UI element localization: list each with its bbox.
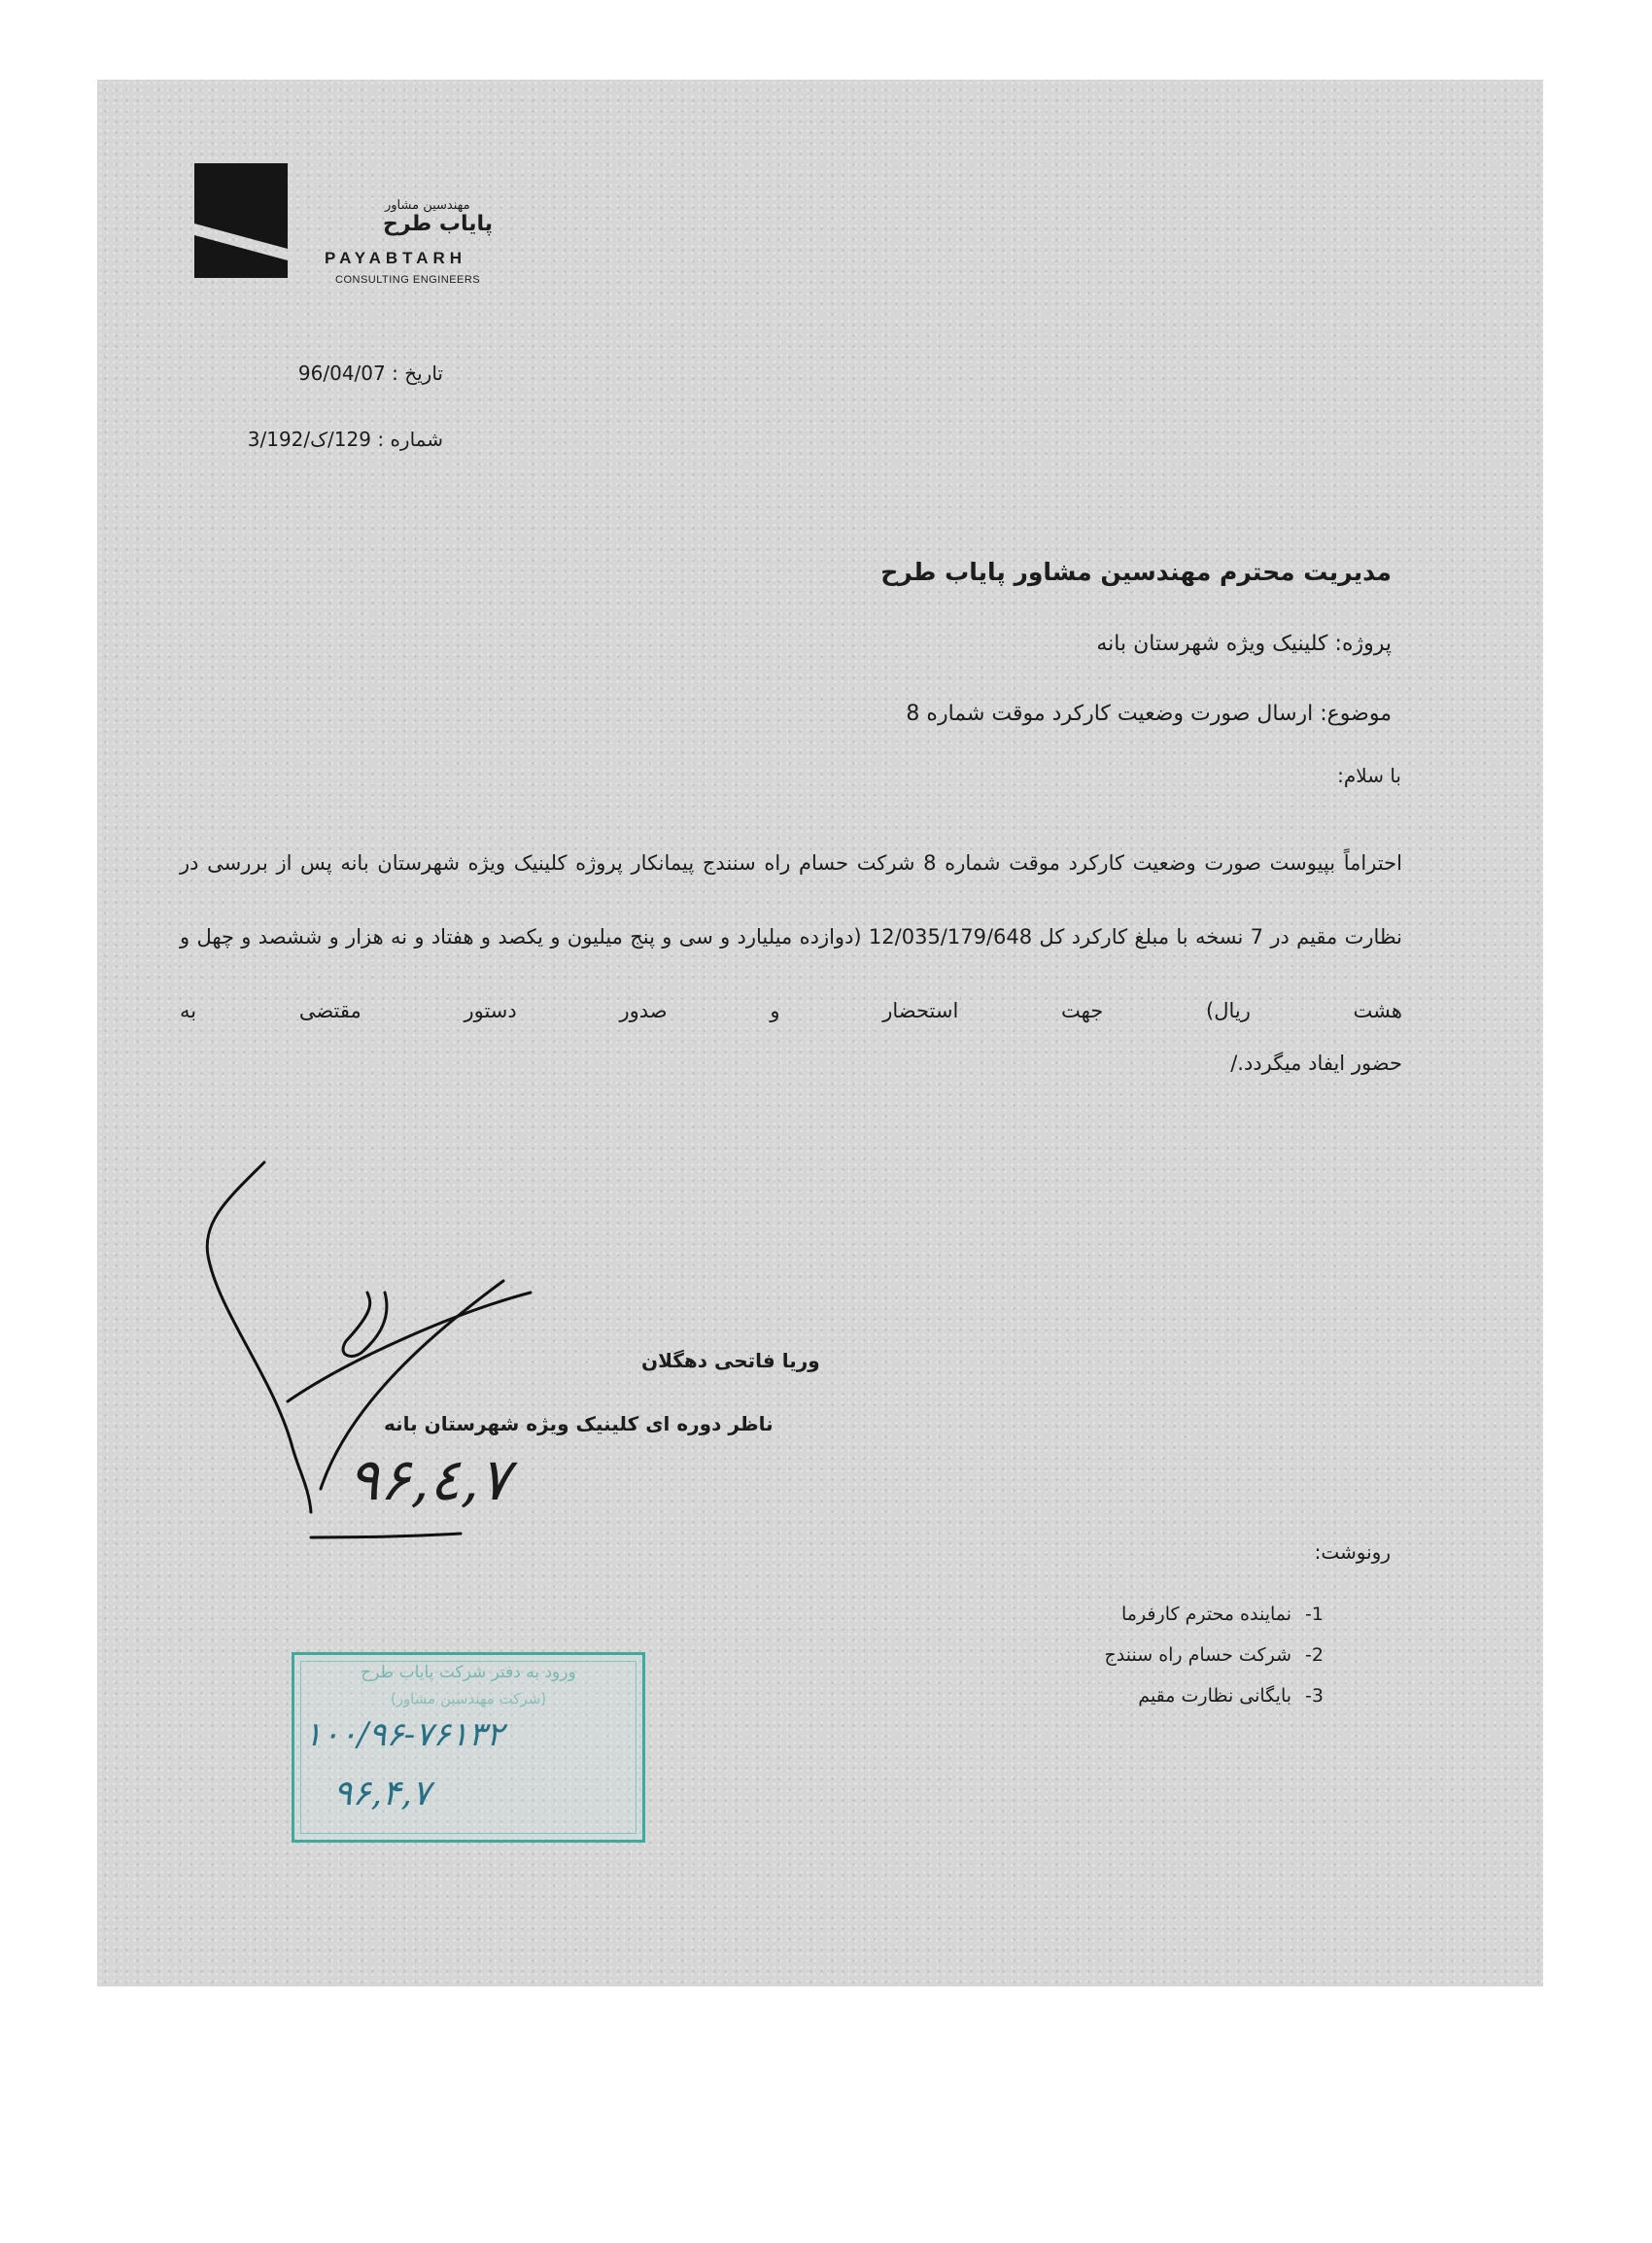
logo-persian-name: پایاب طرح bbox=[383, 212, 494, 236]
cc-item-number: -3 bbox=[1305, 1685, 1324, 1707]
cc-item-text: نماینده محترم کارفرما bbox=[1120, 1604, 1292, 1625]
subject-line bbox=[906, 702, 1392, 726]
subject-label: موضوع: bbox=[1320, 702, 1392, 726]
signer-title: ناظر دوره ای کلینیک ویژه شهرستان بانه bbox=[384, 1412, 774, 1435]
logo-english-subtitle: CONSULTING ENGINEERS bbox=[335, 274, 481, 286]
cc-item-number: -2 bbox=[1305, 1644, 1324, 1666]
letter-number bbox=[248, 428, 443, 451]
date-label: تاریخ : bbox=[392, 362, 443, 385]
cc-item-text: بایگانی نظارت مقیم bbox=[1138, 1685, 1292, 1707]
cc-title: رونوشت: bbox=[1314, 1540, 1391, 1564]
handwritten-date: ۹۶,٤,۷ bbox=[348, 1446, 511, 1514]
receipt-stamp bbox=[292, 1652, 645, 1843]
cc-item bbox=[1105, 1675, 1324, 1716]
stamp-date: ۹۶,۴,۷ bbox=[333, 1774, 431, 1813]
project-line bbox=[1096, 632, 1392, 656]
letter-date bbox=[298, 362, 443, 385]
project-value: کلینیک ویژه شهرستان بانه bbox=[1096, 632, 1328, 656]
project-label: پروژه: bbox=[1334, 632, 1392, 656]
addressee: مدیریت محترم مهندسین مشاور پایاب طرح bbox=[880, 558, 1392, 586]
signer-name: وریا فاتحی دهگلان bbox=[641, 1349, 820, 1372]
logo-persian-subtitle: مهندسین مشاور bbox=[385, 198, 470, 213]
cc-item-number: -1 bbox=[1305, 1604, 1324, 1625]
cc-list bbox=[1105, 1594, 1324, 1716]
cc-item bbox=[1105, 1635, 1324, 1675]
stamp-number: ۱۰۰/۹۶-۷۶۱۳۲ bbox=[304, 1715, 504, 1754]
logo-english-name: PAYABTARH bbox=[325, 249, 467, 267]
number-label: شماره : bbox=[377, 428, 443, 451]
stamp-subheader: (شرکت مهندسین مشاور) bbox=[390, 1690, 547, 1708]
stamp-header: ورود به دفتر شرکت پایاب طرح bbox=[361, 1663, 576, 1682]
date-value: 96/04/07 bbox=[297, 362, 386, 385]
cc-item bbox=[1105, 1594, 1324, 1635]
number-value: 129/ک/3/192 bbox=[247, 428, 371, 451]
letter-body-closing: حضور ایفاد میگردد./ bbox=[1230, 1052, 1402, 1075]
subject-value: ارسال صورت وضعیت کارکرد موقت شماره 8 bbox=[906, 702, 1314, 726]
payabtarh-logo-icon bbox=[194, 163, 288, 278]
letter-body: احتراماً بپیوست صورت وضعیت کارکرد موقت شماره 8 شرکت حسام راه سنندج پیمانکار پروژه کلینیک ویژه شهرستان بانه پس از بررسی در نظارت مقیم در 7 نسخه با مبلغ کارکرد کل 12/035/179/648 (دوازده میلیارد و سی و پنج میلیون و یکصد و هفتاد و نه هزار و ششصد و چهل و هشت ریال) جهت استحضار و صدور دستور مقتضی به bbox=[180, 851, 1402, 1022]
greeting: با سلام: bbox=[1337, 764, 1401, 787]
cc-item-text: شرکت حسام راه سنندج bbox=[1104, 1644, 1292, 1666]
